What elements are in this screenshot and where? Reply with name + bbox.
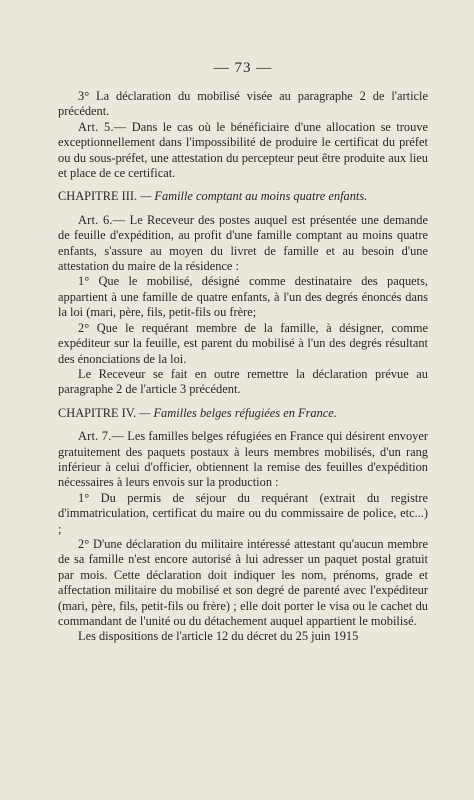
- closing-line: Les dispositions de l'article 12 du décret du 25 juin 1915: [78, 629, 359, 644]
- chapter-3-heading: [58, 189, 428, 204]
- article-7-label: Art. 7.—: [78, 429, 125, 444]
- article-7-item: 1° Du permis de séjour du requérant (extrait du registre d'immatriculation, certificat du maire ou du commissaire de police, etc...) ;: [58, 490, 428, 536]
- article-5-text: Dans le cas où le bénéficiaire d'une allocation se trouve exceptionnellement dans l'impossibilité de produire le certificat du préfet ou du sous-préfet, une attestation du percepteur peut être produite aux lieu et place de ce certificat.: [58, 119, 429, 181]
- article-6-item: 1° Que le mobilisé, désigné comme destinataire des paquets, appartient à une famille de quatre enfants, à l'un des degrés énoncés dans la loi (mari, père, fils, petit-fils ou frère;: [58, 274, 428, 320]
- paragraph-3: 3° La déclaration du mobilisé visée au paragraphe 2 de l'article précédent.: [58, 89, 428, 119]
- page-number: — 73 —: [213, 60, 273, 76]
- article-5: [58, 120, 428, 182]
- article-7-text: Les familles belges réfugiées en France qui désirent envoyer gratuitement des paquets postaux à leurs membres mobilisés, d'un rang inférieur à celui d'officier, obtiennent la remise des feuilles d'expédition nécessaires à leurs envois sur la production :: [58, 429, 428, 490]
- chapter-4-label: CHAPITRE IV.: [58, 405, 137, 420]
- article-7-item: 2° D'une déclaration du militaire intéressé attestant qu'aucun membre de sa famille n'est encore autorisé à lui adresser un paquet postal gratuit par mois. Cette déclaration doit indiquer les nom, prénoms, grade et affectation militaire du mobilisé et son degré de parenté avec l'expéditeur (mari, père, fils, petit-fils ou frère) ; elle doit porter le visa ou le cachet du commandant de l'unité ou du détachement auquel appartient le mobilisé.: [58, 536, 428, 628]
- article-6-item: Le Receveur se fait en outre remettre la déclaration prévue au paragraphe 2 de l'article 3 précédent.: [58, 366, 428, 397]
- chapter-4-title: — Familles belges réfugiées en France.: [139, 405, 337, 420]
- chapter-4-heading: [58, 406, 428, 421]
- article-6-label: Art. 6.—: [78, 212, 126, 227]
- chapter-3-label: CHAPITRE III.: [58, 189, 138, 204]
- article-6-text: Le Receveur des postes auquel est présentée une demande de feuille d'expédition, au profit d'une famille comptant au moins quatre enfants, s'assure au moyen du livret de famille et au besoin d'une attestation du maire de la résidence :: [58, 212, 429, 274]
- article-6: [58, 213, 428, 275]
- article-7: [58, 429, 428, 491]
- article-5-label: Art. 5.—: [78, 119, 127, 134]
- article-6-item: 2° Que le requérant membre de la famille, à désigner, comme expéditeur sur la feuille, est parent du mobilisé à l'un des degrés résultant des énonciations de la loi.: [58, 320, 428, 366]
- chapter-3-title: — Famille comptant au moins quatre enfants.: [140, 189, 368, 204]
